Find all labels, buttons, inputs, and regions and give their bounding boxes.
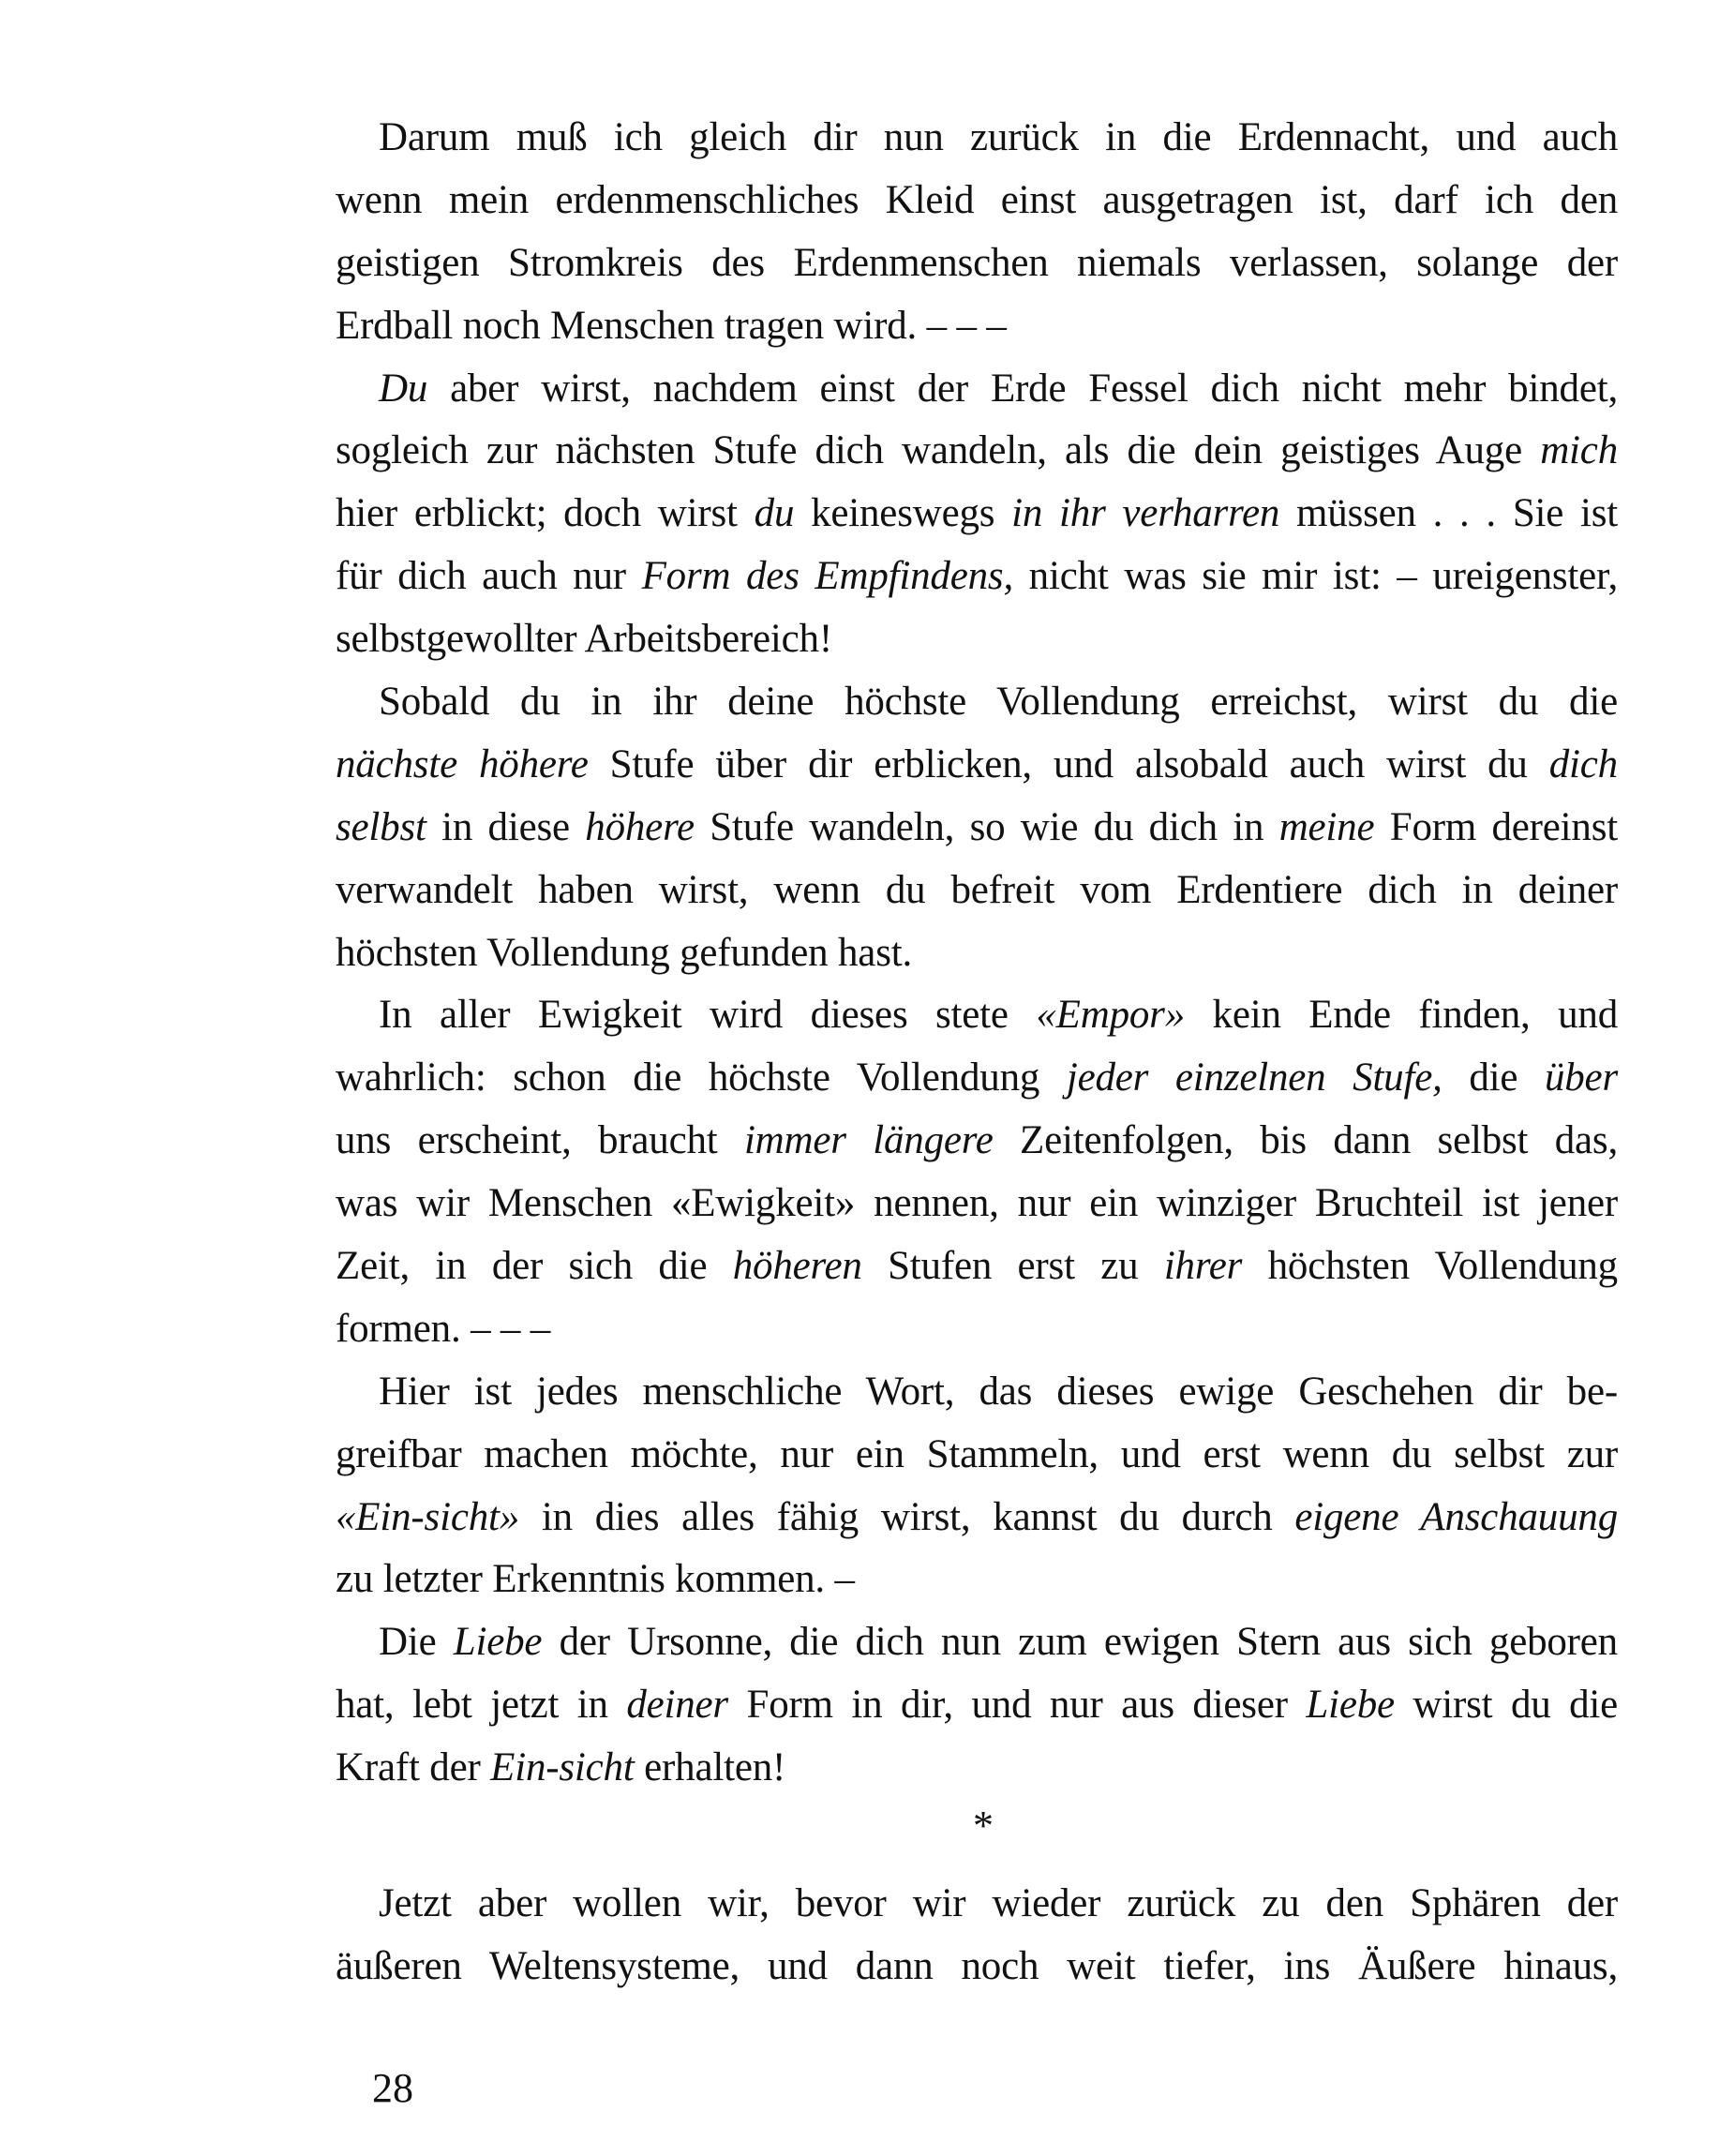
text-run: Jetzt aber wollen wir, bevor wir wieder zurück zu den Sphären der (379, 1881, 1618, 1925)
text-line (336, 483, 1618, 546)
text-run: hier erblickt; doch wirst (336, 491, 755, 536)
paragraph (336, 1873, 1618, 1999)
text-run: Zeit, in der sich die (336, 1244, 733, 1289)
paragraph (336, 1361, 1618, 1612)
text-run: greifbar machen möchte, nur ein Stammeln, und erst wenn du selbst zur (336, 1431, 1618, 1476)
text-line (336, 922, 1618, 985)
text-line (336, 797, 1618, 860)
text-run: äußeren Weltensysteme, und dann noch weit tiefer, ins Äußere hinaus, (336, 1943, 1618, 1988)
emphasis-text: höhere (585, 804, 695, 849)
body-text-section-1 (336, 107, 1618, 1800)
text-run: Darum muß ich gleich dir nun zurück in die Erdennacht, und auch (379, 115, 1618, 159)
text-run: Kraft der (336, 1745, 491, 1790)
text-run: formen. – – – (336, 1306, 551, 1351)
text-run: keineswegs (794, 491, 1012, 536)
text-line (336, 1298, 1618, 1361)
emphasis-text: Liebe (1306, 1683, 1395, 1728)
text-line (336, 1110, 1618, 1173)
text-run: in diese (426, 804, 586, 849)
emphasis-text: immer längere (743, 1118, 994, 1163)
text-run: uns erscheint, braucht (336, 1118, 744, 1163)
text-line (336, 546, 1618, 608)
emphasis-text: Form des Empfindens, (641, 554, 1013, 599)
emphasis-text: Du (379, 366, 428, 411)
text-run: nicht was sie mir ist: – ureigenster, (1013, 554, 1619, 599)
text-line (336, 1047, 1618, 1110)
asterisk-separator: * (973, 1803, 994, 1849)
emphasis-text: eigene Anschauung (1294, 1494, 1618, 1539)
text-run: der Ursonne, die dich nun zum ewigen Stern aus sich geboren (542, 1620, 1618, 1665)
text-run: hat, lebt jetzt in (336, 1683, 627, 1728)
text-run: kein Ende finden, und (1185, 993, 1619, 1038)
text-line (336, 1173, 1618, 1235)
emphasis-text: in ihr verharren (1011, 491, 1280, 536)
text-run: für dich auch nur (336, 554, 642, 599)
text-run: Form dereinst (1374, 804, 1619, 849)
text-line (336, 1936, 1618, 1999)
text-line (336, 1424, 1618, 1487)
section-separator (0, 1798, 1734, 1854)
text-run: Sobald du in ihr deine höchste Vollendung erreichst, wirst du die (379, 680, 1618, 725)
text-run: Erdball noch Menschen tragen wird. – – – (336, 303, 1007, 348)
text-run: zu letzter Erkenntnis kommen. – (336, 1557, 855, 1602)
emphasis-text: Liebe (453, 1620, 543, 1665)
text-run: wirst du die (1394, 1683, 1618, 1728)
paragraph (336, 1611, 1618, 1800)
text-line (336, 1873, 1618, 1936)
text-run: höchsten Vollendung (1242, 1244, 1618, 1289)
text-run: sogleich zur nächsten Stufe dich wandeln, als die dein geistiges Auge (336, 428, 1541, 473)
emphasis-text: selbst (336, 804, 426, 849)
emphasis-text: über (1544, 1056, 1618, 1100)
text-run: selbstgewollter Arbeitsbereich! (336, 617, 832, 662)
text-line (336, 1487, 1618, 1550)
paragraph (336, 358, 1618, 671)
emphasis-text: deiner (626, 1683, 728, 1728)
text-run: müssen . . . Sie ist (1279, 491, 1619, 536)
text-run: was wir Menschen «Ewigkeit» nennen, nur ein winziger Bruchteil ist jener (336, 1181, 1618, 1226)
text-run: Hier ist jedes menschliche Wort, das dieses ewige Geschehen dir be- (379, 1369, 1618, 1414)
text-run: erhalten! (634, 1745, 786, 1790)
text-run: Die (379, 1620, 454, 1665)
text-line (336, 358, 1618, 421)
text-run: Stufen erst zu (861, 1244, 1164, 1289)
text-line (336, 1611, 1618, 1674)
emphasis-text: mich (1540, 428, 1618, 473)
emphasis-text: Ein-sicht (490, 1745, 635, 1790)
text-line (336, 295, 1618, 358)
text-run: die (1442, 1056, 1545, 1100)
text-run: geistigen Stromkreis des Erdenmenschen niemals verlassen, solange der (336, 240, 1618, 285)
text-run: höchsten Vollendung gefunden hast. (336, 930, 913, 975)
text-run: Stufe wandeln, so wie du dich in (694, 804, 1279, 849)
emphasis-text: du (754, 491, 795, 536)
emphasis-text: höheren (732, 1244, 862, 1289)
text-run: in dies alles fähig wirst, kannst du durch (519, 1494, 1295, 1539)
text-run: Zeitenfolgen, bis dann selbst das, (993, 1118, 1619, 1163)
text-run: aber wirst, nachdem einst der Erde Fessel dich nicht mehr bindet, (427, 366, 1618, 411)
text-line (336, 1361, 1618, 1424)
text-line (336, 1674, 1618, 1737)
text-line (336, 107, 1618, 170)
emphasis-text: «Ein-sicht» (336, 1494, 520, 1539)
text-line (336, 1549, 1618, 1611)
text-line (336, 860, 1618, 922)
text-line (336, 420, 1618, 483)
text-line (336, 608, 1618, 671)
paragraph (336, 671, 1618, 984)
text-run: verwandelt haben wirst, wenn du befreit vom Erdentiere dich in deiner (336, 867, 1618, 912)
text-run: In aller Ewigkeit wird dieses stete (379, 993, 1037, 1038)
text-line (336, 734, 1618, 797)
emphasis-text: ihrer (1163, 1244, 1243, 1289)
emphasis-text: dich (1548, 741, 1618, 786)
emphasis-text: meine (1278, 804, 1375, 849)
paragraph (336, 107, 1618, 358)
text-run: wahrlich: schon die höchste Vollendung (336, 1056, 1067, 1100)
text-line (336, 1737, 1618, 1800)
emphasis-text: nächste höhere (336, 741, 589, 786)
paragraph (336, 984, 1618, 1360)
text-run: Stufe über dir erblicken, und alsobald auch wirst du (588, 741, 1549, 786)
text-run: wenn mein erdenmenschliches Kleid einst ausgetragen ist, darf ich den (336, 177, 1618, 222)
emphasis-text: «Empor» (1036, 993, 1185, 1038)
emphasis-text: jeder einzelnen Stufe, (1066, 1056, 1443, 1100)
body-text-section-2 (336, 1873, 1618, 1999)
page-number: 28 (372, 2065, 413, 2111)
text-line (336, 1235, 1618, 1298)
text-line (336, 170, 1618, 232)
text-run: Form in dir, und nur aus dieser (727, 1683, 1307, 1728)
text-line (336, 671, 1618, 734)
text-line (336, 984, 1618, 1047)
text-line (336, 232, 1618, 295)
